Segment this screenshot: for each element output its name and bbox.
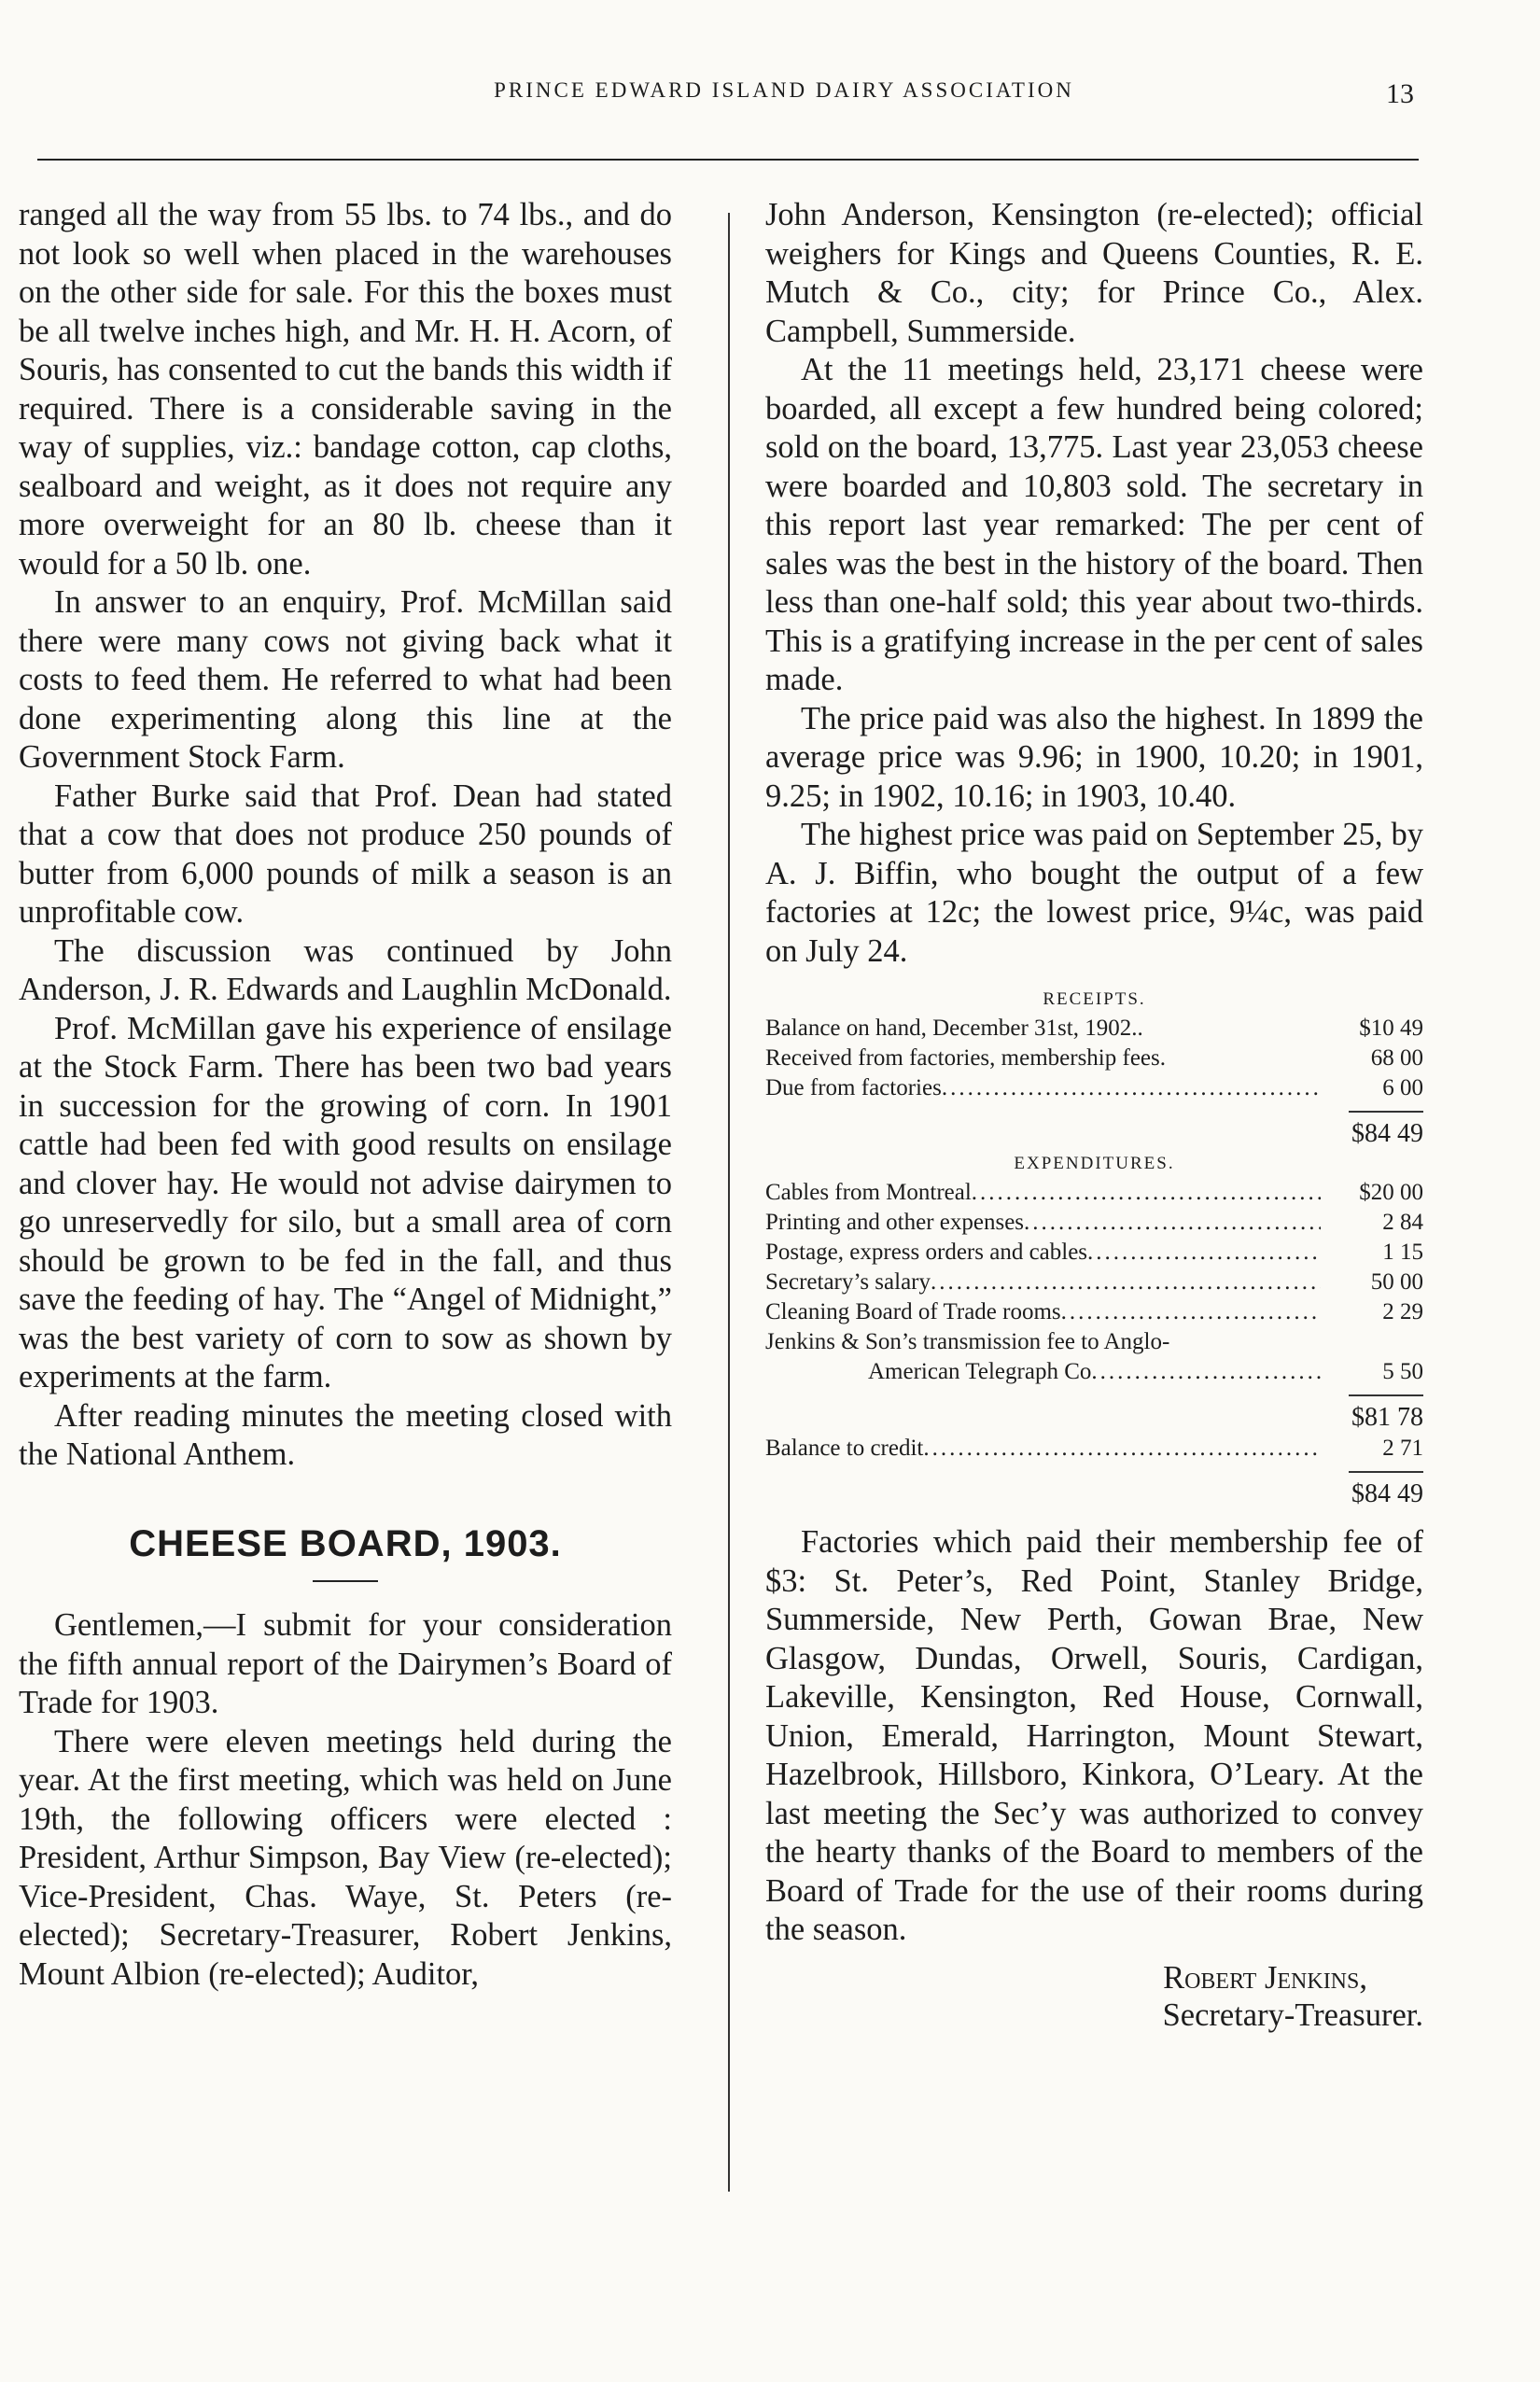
right-column [765,196,1423,2034]
ledger-amount: 2 29 [1382,1299,1423,1324]
ledger-amount: $20 00 [1359,1180,1423,1205]
expenditures-total: $84 49 [1351,1479,1423,1508]
ledger-desc: Balance to credit [765,1436,924,1461]
paragraph: At the 11 meetings held, 23,171 cheese were boarded, all except a few hundred being colored; sold on the board, 13,775. Last year 23,053 cheese were boarded and 10,803 sold. The secretary in this report last year remarked: The per cent of sales was the best in the history of the board. Then less than one-half sold; this year about two-thirds. This is a gratifying increase in the per cent of sales made. [765,352,1423,697]
receipts-total: $84 49 [1351,1119,1423,1148]
ledger-amount: 5 50 [1382,1359,1423,1384]
total-rule [1349,1471,1423,1473]
ledger-amount: 68 00 [1370,1045,1423,1071]
header-rule [37,159,1419,161]
ledger-row [765,1297,1423,1327]
ledger-desc: Jenkins & Son’s transmission fee to Anglo- [765,1329,1170,1354]
total-rule [1349,1111,1423,1113]
paragraph: ranged all the way from 55 lbs. to 74 lbs., and do not look so well when placed in the warehouses on the other side for sale. For this the boxes must be all twelve inches high, and Mr. H. H. Acorn, of Souris, has consented to cut the bands this width if required. There is a considerable saving in the way of supplies, viz.: bandage cotton, cap cloths, sealboard and weight, as it does not require any more overweight for an 80 lb. cheese than it would for a 50 lb. one. [19,197,672,581]
receipts-ledger [765,1014,1423,1103]
signature-name: Robert Jenkins, [1163,1959,1367,1996]
running-title: PRINCE EDWARD ISLAND DAIRY ASSOCIATION [494,78,1074,102]
ledger-desc: Postage, express orders and cables [765,1240,1088,1265]
receipts-heading: RECEIPTS. [1043,989,1146,1009]
column-divider [728,213,730,2192]
expenditures-subtotal: $81 78 [1351,1403,1423,1432]
ledger-row [765,1268,1423,1297]
ledger-row [765,1178,1423,1208]
signature-block [765,1959,1423,2034]
paragraph: After reading minutes the meeting closed with the National Anthem. [19,1397,672,1472]
ledger-desc: Due from factories [765,1075,942,1100]
ledger-desc: Balance on hand, December 31st, 1902.. [765,1016,1143,1041]
section-title-rule [313,1580,378,1582]
paragraph: The price paid was also the highest. In 1899 the average price was 9.96; in 1900, 10.20; in 1901, 9.25; in 1902, 10.16; in 1903, 10.40. [765,700,1423,814]
ledger-amount: 2 71 [1382,1436,1423,1461]
ledger-row [765,1073,1423,1103]
ledger-amount: 2 84 [1382,1210,1423,1235]
paragraph: In answer to an enquiry, Prof. McMillan said there were many cows not giving back what it costs to feed them. He referred to what had been done experimenting along this line at the Government Stock Farm. [19,584,672,775]
section-title: CHEESE BOARD, 1903. [129,1522,562,1564]
total-rule [1349,1394,1423,1396]
ledger-desc: Secretary’s salary [765,1269,931,1295]
ledger-desc: American Telegraph Co [868,1359,1092,1384]
paragraph: Prof. McMillan gave his experience of ensilage at the Stock Farm. There has been two bad years in succession for the growing of corn. In 1901 cattle had been fed with good results on ensilage and clover hay. He would not advise dairymen to go unreservedly for silo, but a small area of corn should be grown to be fed in the fall, and thus save the feeding of hay. The “Angel of Midnight,” was the best variety of corn to sow as shown by experiments at the farm. [19,1010,672,1394]
ledger-desc: Cleaning Board of Trade rooms [765,1299,1061,1324]
ledger-desc: Printing and other expenses [765,1210,1025,1235]
expenditures-ledger [765,1178,1423,1387]
ledger-amount: 6 00 [1382,1075,1423,1100]
paragraph: Father Burke said that Prof. Dean had stated that a cow that does not produce 250 pounds of butter from 6,000 pounds of milk a season is an unprofitable cow. [19,778,672,930]
balance-ledger [765,1434,1423,1464]
ledger-row [765,1044,1423,1073]
ledger-row [765,1208,1423,1238]
ledger-desc: Received from factories, membership fees. [765,1045,1166,1071]
signature-title: Secretary-Treasurer. [1162,1997,1423,2033]
ledger-desc: Cables from Montreal [765,1180,972,1205]
left-column [19,196,672,1994]
ledger-amount: $10 49 [1359,1016,1423,1041]
ledger-row [765,1357,1423,1387]
ledger-row [765,1434,1423,1464]
ledger-row [765,1327,1423,1357]
paragraph: Factories which paid their membership fee of $3: St. Peter’s, Red Point, Stanley Bridge, Summerside, New Perth, Gowan Brae, New Glasgow, Dundas, Orwell, Souris, Cardigan, Lakeville, Kensington, Red House, Cornwall, Union, Emerald, Harrington, Mount Stewart, Hazelbrook, Hillsboro, Kinkora, O’Leary. At the last meeting the Sec’y was authorized to convey the hearty thanks of the Board to members of the Board of Trade for the use of their rooms during the season. [765,1524,1423,1947]
ledger-amount: 50 00 [1370,1269,1423,1295]
expenditures-heading: EXPENDITURES. [1014,1154,1175,1173]
paragraph: Gentlemen,—I submit for your consideration the fifth annual report of the Dairymen’s Board of Trade for 1903. [19,1607,672,1720]
paragraph: There were eleven meetings held during the year. At the first meeting, which was held on June 19th, the following officers were elected : President, Arthur Simpson, Bay View (re-elected); Vice-President, Chas. Waye, St. Peters (re-elected); Secretary-Treasurer, Robert Jenkins, Mount Albion (re-elected); Auditor, [19,1723,672,1992]
page-number: 13 [1386,78,1414,109]
paragraph: John Anderson, Kensington (re-elected); official weighers for Kings and Queens Counties, R. E. Mutch & Co., city; for Prince Co., Alex. Campbell, Summerside. [765,197,1423,349]
running-header [149,78,1419,103]
ledger-amount: 1 15 [1382,1240,1423,1265]
ledger-row [765,1238,1423,1268]
paragraph: The discussion was continued by John Anderson, J. R. Edwards and Laughlin McDonald. [19,932,672,1007]
ledger-row [765,1014,1423,1044]
paragraph: The highest price was paid on September 25, by A. J. Biffin, who bought the output of a few factories at 12c; the lowest price, 9¼c, was paid on July 24. [765,817,1423,969]
